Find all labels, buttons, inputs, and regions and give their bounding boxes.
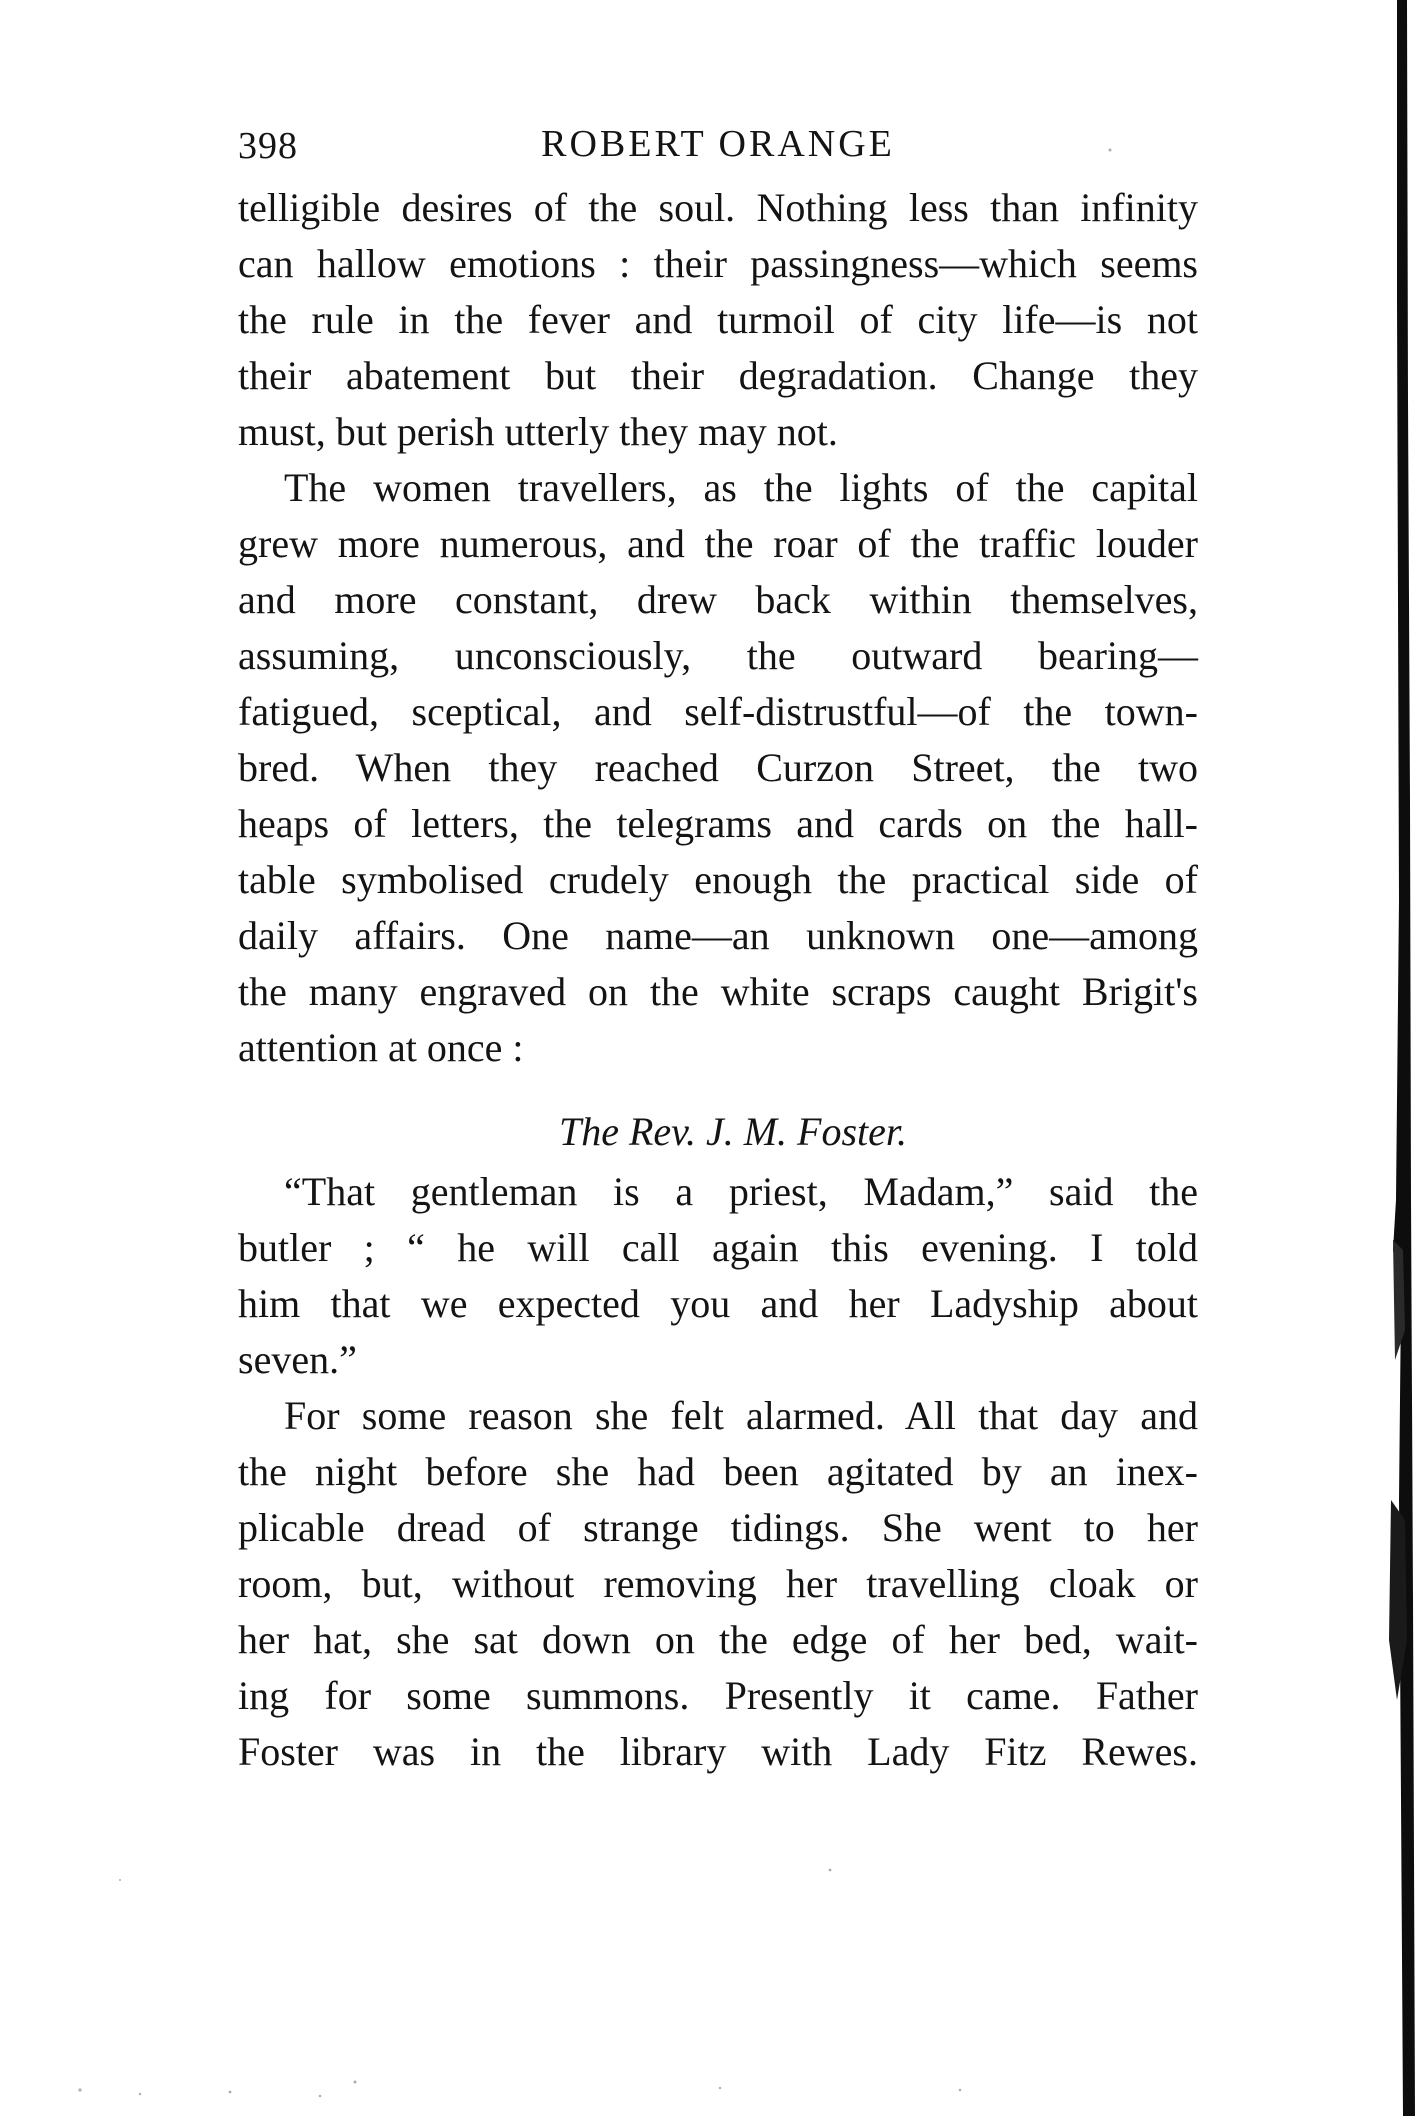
text-line: their abatement but their degradation. Change they [238, 353, 1198, 398]
text-line: heaps of letters, the telegrams and cards on the hall- [238, 801, 1198, 846]
text-line: room, but, without removing her travelling cloak or [238, 1561, 1198, 1606]
text-line: telligible desires of the soul. Nothing less than infinity [238, 185, 1198, 230]
text-line: butler ; “ he will call again this evening. I told [238, 1225, 1198, 1270]
text-line: “That gentleman is a priest, Madam,” said the [284, 1169, 1198, 1214]
paragraph [238, 1388, 1198, 1780]
page-number: 398 [238, 125, 298, 167]
text-line: the many engraved on the white scraps caught Brigit's [238, 969, 1198, 1014]
running-head [238, 110, 1198, 180]
text-line: ing for some summons. Presently it came. Father [238, 1673, 1198, 1718]
text-line: Foster was in the library with Lady Fitz Rewes. [238, 1729, 1198, 1774]
text-line: daily affairs. One name—an unknown one—among [238, 913, 1198, 958]
binding-gutter-shadow [1363, 0, 1418, 2116]
text-line: plicable dread of strange tidings. She went to her [238, 1505, 1198, 1550]
text-line: the night before she had been agitated by an inex- [238, 1449, 1198, 1494]
text-line: attention at once : [238, 1025, 524, 1070]
paragraph [238, 180, 1198, 460]
running-title: ROBERT ORANGE [541, 123, 895, 165]
paragraph [238, 1164, 1198, 1388]
text-line: him that we expected you and her Ladyship about [238, 1281, 1198, 1326]
text-line: fatigued, sceptical, and self-distrustful—of the town- [238, 689, 1198, 734]
card-name: The Rev. J. M. Foster. [558, 1109, 908, 1154]
text-line: For some reason she felt alarmed. All that day and [284, 1393, 1198, 1438]
text-line: table symbolised crudely enough the practical side of [238, 857, 1198, 902]
text-line: can hallow emotions : their passingness—which seems [238, 241, 1198, 286]
book-page [238, 110, 1198, 1780]
text-line: her hat, she sat down on the edge of her bed, wait- [238, 1617, 1198, 1662]
text-line: seven.” [238, 1337, 357, 1382]
text-line: must, but perish utterly they may not. [238, 409, 838, 454]
text-line: assuming, unconsciously, the outward bearing— [238, 633, 1198, 678]
text-line: and more constant, drew back within themselves, [238, 577, 1198, 622]
paragraph [238, 460, 1198, 1076]
text-line: The women travellers, as the lights of the capital [284, 465, 1198, 510]
text-line: grew more numerous, and the roar of the traffic louder [238, 521, 1198, 566]
text-line: bred. When they reached Curzon Street, the two [238, 745, 1198, 790]
text-line: the rule in the fever and turmoil of city life—is not [238, 297, 1198, 342]
